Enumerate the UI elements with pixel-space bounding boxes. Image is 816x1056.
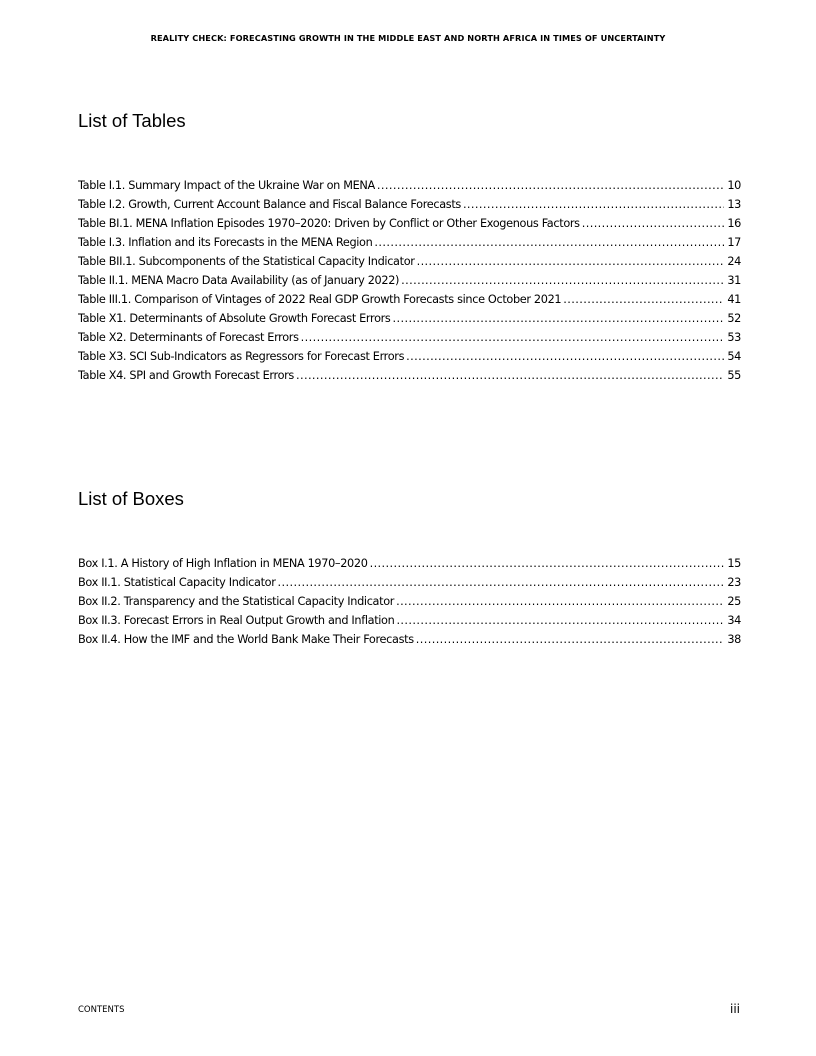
toc-entry-page: 52 [727, 312, 741, 325]
toc-entry-table[interactable] [78, 176, 741, 195]
dot-leader [301, 328, 725, 347]
toc-entry-table[interactable] [78, 290, 741, 309]
toc-entry-box[interactable] [78, 573, 741, 592]
dot-leader [396, 611, 724, 630]
footer-page-number: iii [729, 1002, 740, 1016]
toc-entry-page: 34 [727, 614, 741, 627]
toc-entry-label: Box II.4. How the IMF and the World Bank Make Their Forecasts [78, 633, 414, 646]
toc-entry-label: Table X1. Determinants of Absolute Growth Forecast Errors [78, 312, 391, 325]
toc-entry-label: Table I.2. Growth, Current Account Balance and Fiscal Balance Forecasts [78, 198, 461, 211]
dot-leader [563, 290, 724, 309]
toc-entry-label: Table III.1. Comparison of Vintages of 2022 Real GDP Growth Forecasts since October 2021 [78, 293, 562, 306]
dot-leader [417, 252, 725, 271]
toc-entry-page: 23 [727, 576, 741, 589]
toc-entry-table[interactable] [78, 328, 741, 347]
toc-entry-label: Table X4. SPI and Growth Forecast Errors [78, 369, 294, 382]
dot-leader [463, 195, 724, 214]
list-of-boxes-heading: List of Boxes [78, 488, 184, 509]
dot-leader [406, 347, 724, 366]
toc-entry-page: 53 [727, 331, 741, 344]
footer-section-label: CONTENTS [78, 1005, 125, 1015]
dot-leader [416, 630, 725, 649]
list-of-tables [78, 176, 741, 385]
toc-entry-table[interactable] [78, 347, 741, 366]
toc-entry-page: 41 [727, 293, 741, 306]
toc-entry-label: Table II.1. MENA Macro Data Availability (as of January 2022) [78, 274, 400, 287]
toc-entry-page: 31 [727, 274, 741, 287]
dot-leader [374, 233, 724, 252]
dot-leader [370, 554, 725, 573]
toc-entry-label: Box II.3. Forecast Errors in Real Output Growth and Inflation [78, 614, 395, 627]
toc-entry-page: 54 [727, 350, 741, 363]
toc-entry-page: 16 [727, 217, 741, 230]
toc-entry-table[interactable] [78, 195, 741, 214]
toc-entry-table[interactable] [78, 366, 741, 385]
toc-entry-label: Box I.1. A History of High Inflation in MENA 1970–2020 [78, 557, 368, 570]
toc-entry-page: 55 [727, 369, 741, 382]
toc-entry-label: Box II.1. Statistical Capacity Indicator [78, 576, 276, 589]
toc-entry-table[interactable] [78, 252, 741, 271]
toc-entry-box[interactable] [78, 630, 741, 649]
toc-entry-label: Table BI.1. MENA Inflation Episodes 1970–2020: Driven by Conflict or Other Exogenous Factors [78, 217, 580, 230]
list-of-boxes [78, 554, 741, 649]
toc-entry-page: 10 [727, 179, 741, 192]
dot-leader [582, 214, 725, 233]
dot-leader [296, 366, 724, 385]
toc-entry-table[interactable] [78, 309, 741, 328]
toc-entry-label: Table X3. SCI Sub-Indicators as Regressors for Forecast Errors [78, 350, 405, 363]
toc-entry-box[interactable] [78, 554, 741, 573]
dot-leader [396, 592, 724, 611]
running-header-title: REALITY CHECK: FORECASTING GROWTH IN THE MIDDLE EAST AND NORTH AFRICA IN TIMES OF UNCERTAINTY [150, 33, 666, 43]
dot-leader [278, 573, 725, 592]
toc-entry-label: Table I.1. Summary Impact of the Ukraine War on MENA [78, 179, 375, 192]
toc-entry-page: 25 [727, 595, 741, 608]
toc-entry-box[interactable] [78, 611, 741, 630]
toc-entry-label: Table X2. Determinants of Forecast Errors [78, 331, 299, 344]
toc-entry-page: 15 [727, 557, 741, 570]
dot-leader [401, 271, 724, 290]
toc-entry-label: Table BII.1. Subcomponents of the Statistical Capacity Indicator [78, 255, 415, 268]
toc-entry-box[interactable] [78, 592, 741, 611]
list-of-tables-heading: List of Tables [78, 110, 186, 131]
dot-leader [377, 176, 724, 195]
toc-entry-page: 38 [727, 633, 741, 646]
toc-entry-page: 24 [727, 255, 741, 268]
toc-entry-page: 17 [727, 236, 741, 249]
toc-entry-label: Box II.2. Transparency and the Statistical Capacity Indicator [78, 595, 395, 608]
toc-entry-table[interactable] [78, 271, 741, 290]
toc-entry-page: 13 [727, 198, 741, 211]
toc-entry-table[interactable] [78, 214, 741, 233]
toc-entry-label: Table I.3. Inflation and its Forecasts in the MENA Region [78, 236, 373, 249]
toc-entry-table[interactable] [78, 233, 741, 252]
dot-leader [392, 309, 724, 328]
